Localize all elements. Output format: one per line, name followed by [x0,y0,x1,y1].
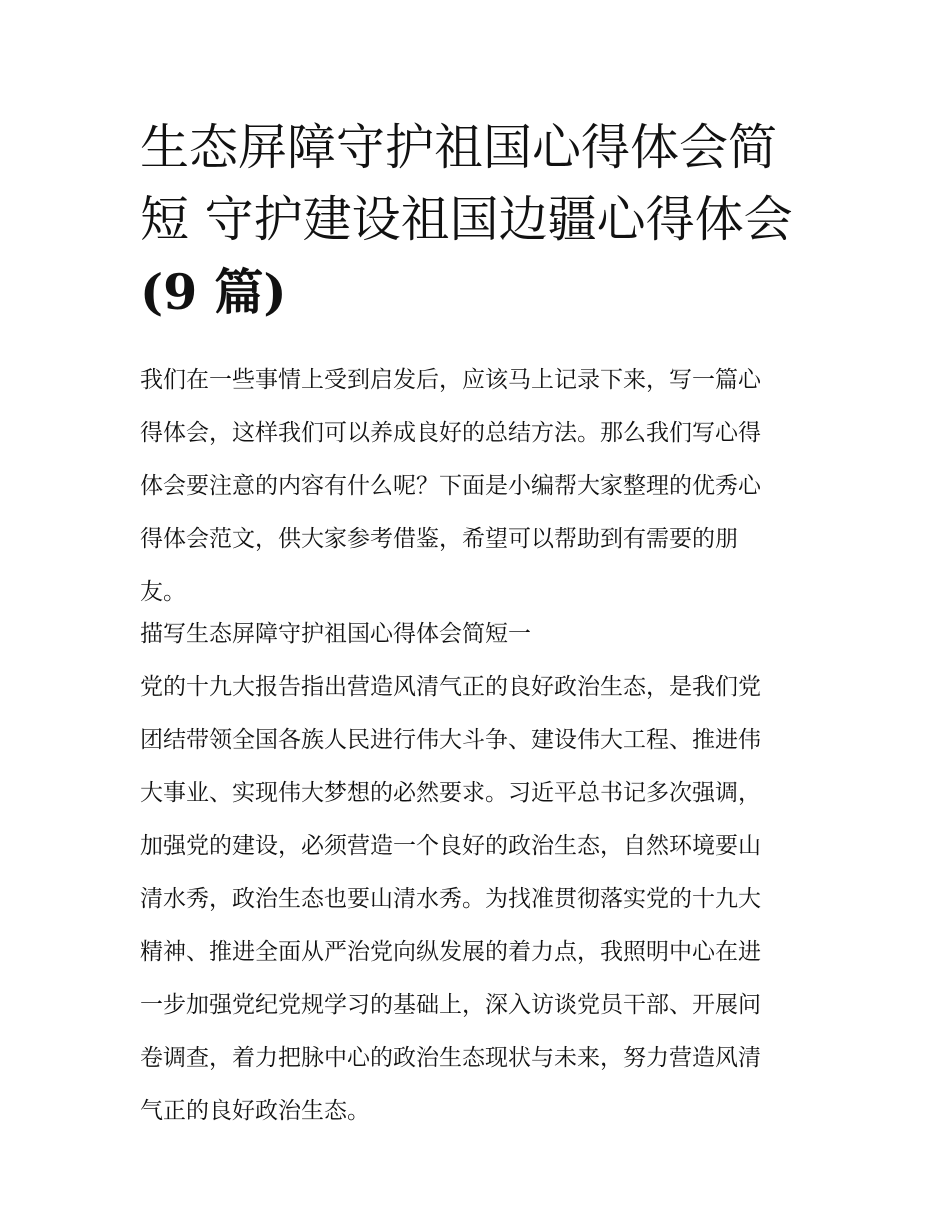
text-line: 我们在一些事情上受到启发后，应该马上记录下来，写一篇心 [140,367,761,393]
text-line: 清水秀，政治生态也要山清水秀。为找准贯彻落实党的十九大 [140,886,761,912]
text-line: 体会要注意的内容有什么呢？下面是小编帮大家整理的优秀心 [140,473,761,499]
text-line: 一步加强党纪党规学习的基础上，深入访谈党员干部、开展问 [140,992,761,1018]
text-line: 卷调查，着力把脉中心的政治生态现状与未来，努力营造风清 [140,1045,761,1071]
text-line: 党的十九大报告指出营造风清气正的良好政治生态，是我们党 [140,674,761,700]
title-line: (9 篇) [140,263,287,321]
text-line: 加强党的建设，必须营造一个良好的政治生态，自然环境要山 [140,833,761,859]
text-line: 得体会，这样我们可以养成良好的总结方法。那么我们写心得 [140,420,761,446]
text-line: 描写生态屏障守护祖国心得体会简短一 [140,621,531,647]
title-line: 生态屏障守护祖国心得体会简 [140,119,778,176]
title-line: 短 守护建设祖国边疆心得体会 [140,191,793,248]
text-line: 气正的良好政治生态。 [140,1098,370,1124]
text-line: 得体会范文，供大家参考借鉴，希望可以帮助到有需要的朋 [140,526,738,552]
document-title [140,112,820,328]
text-line: 友。 [140,579,186,605]
text-line: 大事业、实现伟大梦想的必然要求。习近平总书记多次强调， [140,780,761,806]
intro-paragraph [140,354,820,619]
text-line: 团结带领全国各族人民进行伟大斗争、建设伟大工程、推进伟 [140,727,761,753]
text-line: 精神、推进全面从严治党向纵发展的着力点，我照明中心在进 [140,939,761,965]
body-paragraph [140,661,820,1138]
section-heading [140,608,820,661]
